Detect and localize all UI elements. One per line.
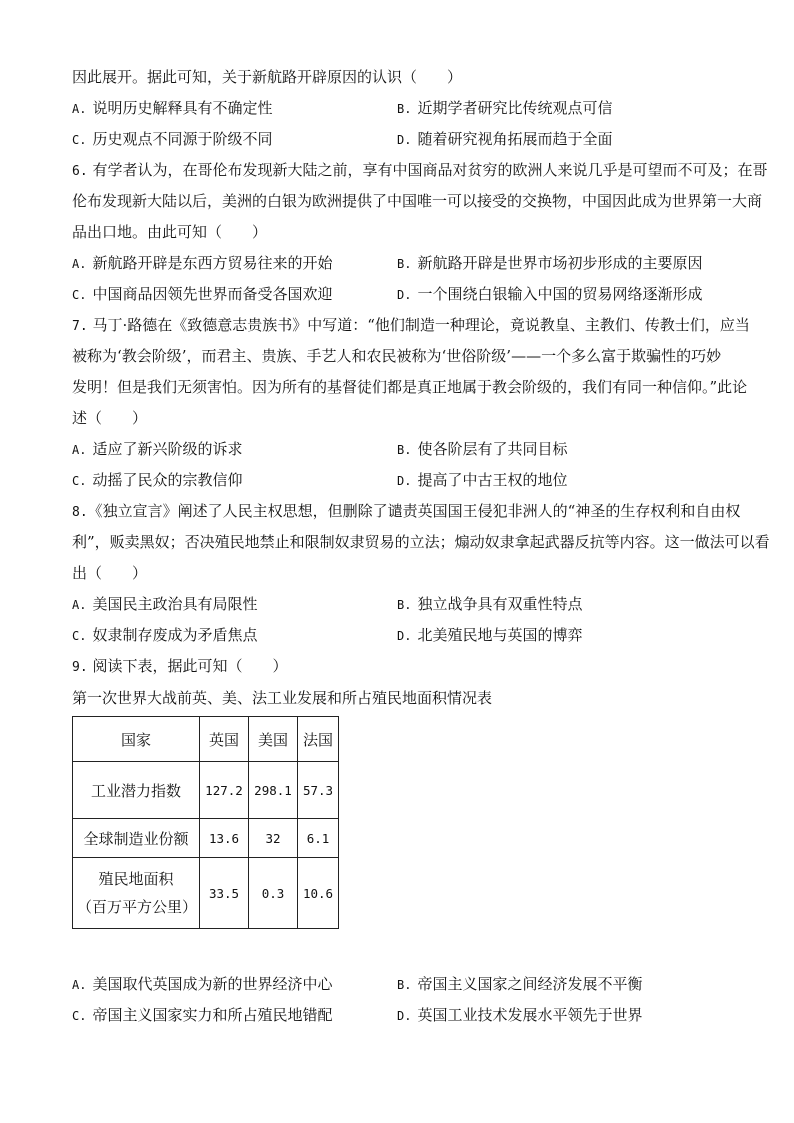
- option-b[interactable]: B. 新航路开辟是世界市场初步形成的主要原因: [397, 254, 703, 272]
- question-5-stem-end: 因此展开。据此可知，关于新航路开辟原因的认识（ ）: [72, 68, 463, 86]
- table-row: [73, 762, 339, 819]
- question-5-options-row-1: [72, 93, 732, 124]
- option-b[interactable]: B. 使各阶层有了共同目标: [397, 440, 568, 458]
- table-row: [73, 858, 339, 929]
- question-8-options-row-2: [72, 620, 732, 651]
- option-c[interactable]: C. 动摇了民众的宗教信仰: [72, 471, 243, 489]
- question-7-stem-line-4: 述（ ）: [72, 409, 148, 427]
- question-6-stem-line-1: 6. 有学者认为，在哥伦布发现新大陆之前，享有中国商品对贫穷的欧洲人来说几乎是可望而不可及；在哥: [72, 161, 768, 179]
- question-7-stem-line-1: 7. 马丁·路德在《致德意志贵族书》中写道：“他们制造一种理论，竟说教皇、主教们、传教士们，应当: [72, 316, 750, 334]
- option-c[interactable]: C. 中国商品因领先世界而备受各国欢迎: [72, 285, 333, 303]
- table-caption: 第一次世界大战前英、美、法工业发展和所占殖民地面积情况表: [72, 689, 493, 707]
- table-cell: 298.1: [249, 762, 298, 819]
- question-9-options-row-2: [72, 1000, 732, 1031]
- option-a[interactable]: A. 新航路开辟是东西方贸易往来的开始: [72, 254, 333, 272]
- option-d[interactable]: D. 随着研究视角拓展而趋于全面: [397, 130, 613, 148]
- table-cell: 127.2: [200, 762, 249, 819]
- table-cell: 6.1: [298, 819, 339, 858]
- question-5-options-row-2: [72, 124, 732, 155]
- option-b[interactable]: B. 独立战争具有双重性特点: [397, 595, 583, 613]
- option-d[interactable]: D. 英国工业技术发展水平领先于世界: [397, 1006, 643, 1024]
- option-a[interactable]: A. 说明历史解释具有不确定性: [72, 99, 273, 117]
- option-a[interactable]: A. 美国取代英国成为新的世界经济中心: [72, 975, 333, 993]
- table-row-label: 工业潜力指数: [73, 762, 200, 819]
- data-table: [72, 716, 339, 929]
- option-d[interactable]: D. 一个围绕白银输入中国的贸易网络逐渐形成: [397, 285, 703, 303]
- question-7-stem-line-2: 被称为‘教会阶级’，而君主、贵族、手艺人和农民被称为‘世俗阶级’——一个多么富于欺骗性的巧妙: [72, 347, 722, 365]
- question-7-options-row-1: [72, 434, 732, 465]
- table-cell: 10.6: [298, 858, 339, 929]
- table-cell: 0.3: [249, 858, 298, 929]
- table-header-row: [73, 717, 339, 762]
- table-header-cell: 英国: [200, 717, 249, 762]
- table-cell: 57.3: [298, 762, 339, 819]
- table-cell: 33.5: [200, 858, 249, 929]
- option-b[interactable]: B. 帝国主义国家之间经济发展不平衡: [397, 975, 643, 993]
- question-8-stem-line-1: 8.《独立宣言》阐述了人民主权思想，但删除了谴责英国国王侵犯非洲人的“神圣的生存权利和自由权: [72, 502, 741, 520]
- table-row: [73, 819, 339, 858]
- table-cell: 13.6: [200, 819, 249, 858]
- question-9-stem: 9. 阅读下表，据此可知（ ）: [72, 657, 288, 675]
- table-header-cell: 法国: [298, 717, 339, 762]
- option-c[interactable]: C. 奴隶制存废成为矛盾焦点: [72, 626, 258, 644]
- exam-page: [72, 62, 770, 1031]
- table-row-label: 殖民地面积 （百万平方公里）: [73, 858, 200, 929]
- question-8-stem-line-2: 利”，贩卖黑奴；否决殖民地禁止和限制奴隶贸易的立法；煽动奴隶拿起武器反抗等内容。这一做法可以看: [72, 533, 770, 551]
- option-d[interactable]: D. 北美殖民地与英国的博弈: [397, 626, 583, 644]
- option-c[interactable]: C. 历史观点不同源于阶级不同: [72, 130, 273, 148]
- question-6-stem-line-3: 品出口地。由此可知（ ）: [72, 223, 268, 241]
- question-9-options-row-1: [72, 969, 732, 1000]
- option-b[interactable]: B. 近期学者研究比传统观点可信: [397, 99, 613, 117]
- question-6-stem-line-2: 伦布发现新大陆以后，美洲的白银为欧洲提供了中国唯一可以接受的交换物，中国因此成为世界第一大商: [72, 192, 763, 210]
- option-a[interactable]: A. 美国民主政治具有局限性: [72, 595, 258, 613]
- option-c[interactable]: C. 帝国主义国家实力和所占殖民地错配: [72, 1006, 333, 1024]
- question-8-options-row-1: [72, 589, 732, 620]
- question-6-options-row-1: [72, 248, 732, 279]
- table-header-cell: 美国: [249, 717, 298, 762]
- question-7-stem-line-3: 发明！但是我们无须害怕。因为所有的基督徒们都是真正地属于教会阶级的，我们有同一种信仰。”此论: [72, 378, 748, 396]
- option-a[interactable]: A. 适应了新兴阶级的诉求: [72, 440, 243, 458]
- table-row-label: 全球制造业份额: [73, 819, 200, 858]
- option-d[interactable]: D. 提高了中古王权的地位: [397, 471, 568, 489]
- question-7-options-row-2: [72, 465, 732, 496]
- table-header-cell: 国家: [73, 717, 200, 762]
- question-6-options-row-2: [72, 279, 732, 310]
- question-8-stem-line-3: 出（ ）: [72, 564, 148, 582]
- table-cell: 32: [249, 819, 298, 858]
- spacer: [72, 929, 732, 969]
